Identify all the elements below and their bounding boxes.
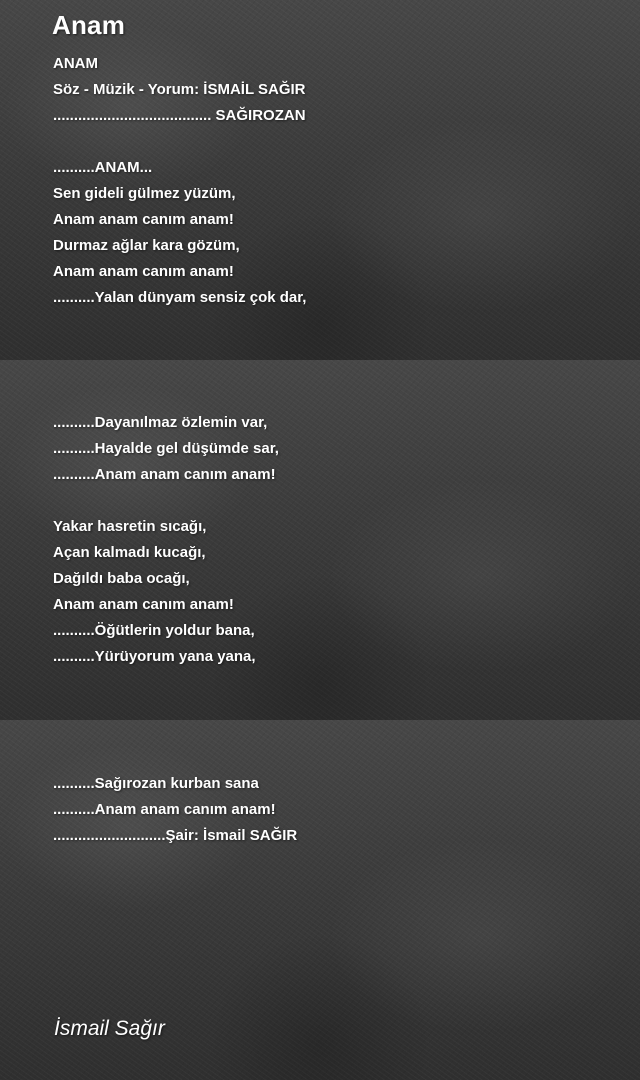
- poem-panel-1: [0, 0, 640, 360]
- poem-line: ..........Yürüyorum yana yana,: [53, 648, 256, 665]
- poem-line: Açan kalmadı kucağı,: [53, 544, 206, 561]
- poem-line: Sen gideli gülmez yüzüm,: [53, 185, 236, 202]
- poem-line-blank: [53, 129, 306, 155]
- poem-line: Dağıldı baba ocağı,: [53, 570, 190, 587]
- poem-line: Yakar hasretin sıcağı,: [53, 518, 207, 535]
- poem-line: ..........Anam anam canım anam!: [53, 466, 276, 483]
- poem-line: ..........Hayalde gel düşümde sar,: [53, 440, 279, 457]
- poem-line: Durmaz ağlar kara gözüm,: [53, 237, 240, 254]
- poem-line: ..........Anam anam canım anam!: [53, 801, 276, 818]
- poem-line: Anam anam canım anam!: [53, 211, 234, 228]
- poem-lines-3: [53, 771, 297, 849]
- poem-line: ..........Dayanılmaz özlemin var,: [53, 414, 268, 431]
- poem-panel-2: [0, 360, 640, 720]
- poem-title: Anam: [52, 10, 126, 40]
- poem-line: ..........ANAM...: [53, 159, 153, 176]
- poem-line: Anam anam canım anam!: [53, 596, 234, 613]
- poem-line: Anam anam canım anam!: [53, 263, 234, 280]
- poem-line: ..........Öğütlerin yoldur bana,: [53, 622, 255, 639]
- poem-line: Söz - Müzik - Yorum: İSMAİL SAĞIR: [53, 81, 306, 98]
- poem-line: ANAM: [53, 55, 98, 72]
- poem-panel-3: [0, 720, 640, 1080]
- poem-line-blank: [53, 488, 279, 514]
- poem-line: ...................................... SAĞIROZAN: [53, 107, 306, 124]
- poem-line: ..........Sağırozan kurban sana: [53, 775, 259, 792]
- poem-lines-1: [53, 51, 306, 311]
- poem-line: ..........Yalan dünyam sensiz çok dar,: [53, 289, 307, 306]
- poem-line: ...........................Şair: İsmail SAĞIR: [53, 827, 298, 844]
- poem-author: İsmail Sağır: [54, 1017, 165, 1040]
- poem-lines-2: [53, 410, 279, 670]
